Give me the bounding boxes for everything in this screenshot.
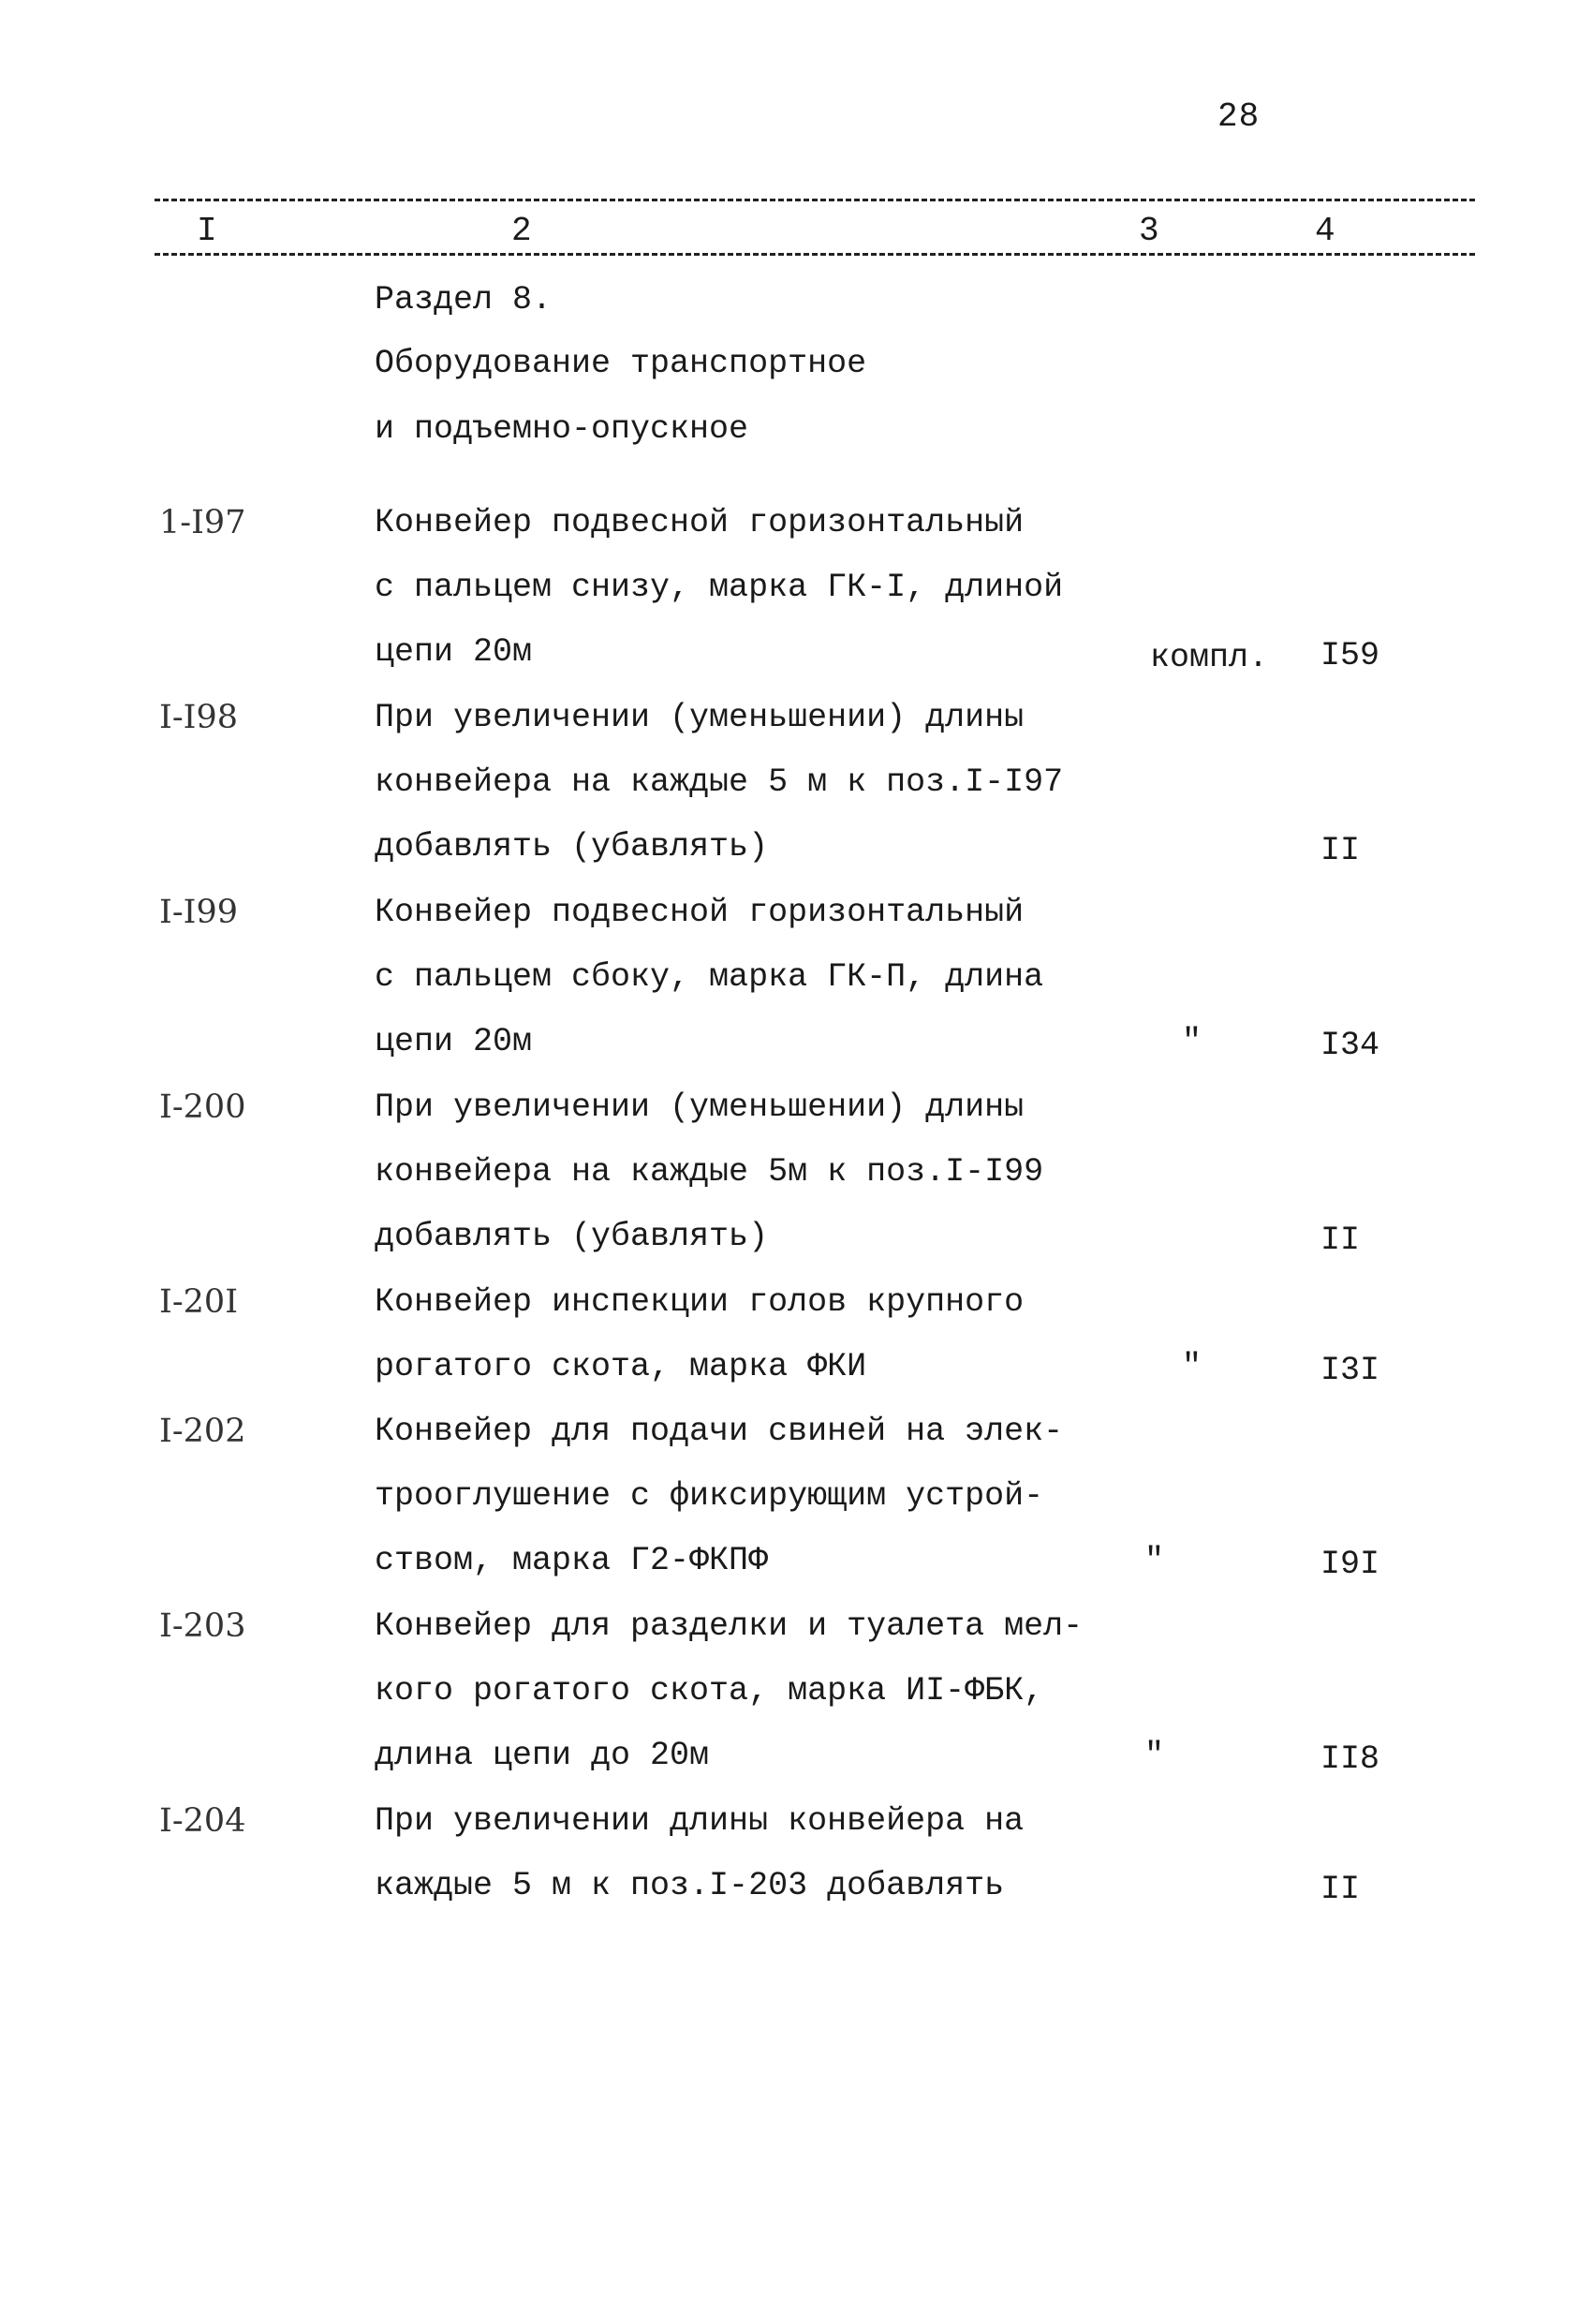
item-text-line: длина цепи до 20м [375, 1737, 710, 1774]
section-subtitle-line: Оборудование транспортное [375, 345, 867, 382]
header-rule-bottom [155, 253, 1475, 256]
section-subtitle-line: и подъемно-опускное [375, 410, 749, 448]
item-text-line: конвейера на каждые 5м к поз.I-I99 [375, 1153, 1044, 1191]
item-text-line: трооглушение с фиксирующим устрой- [375, 1477, 1044, 1515]
item-text-line: При увеличении (уменьшении) длины [375, 699, 1025, 736]
item-text-line: с пальцем сбоку, марка ГК-П, длина [375, 958, 1044, 996]
item-value: I59 [1320, 637, 1380, 674]
item-text-line: Конвейер инспекции голов крупного [375, 1283, 1025, 1321]
item-text-line: рогатого скота, марка ФКИ [375, 1348, 867, 1385]
item-text-line: ством, марка Г2-ФКПФ [375, 1542, 769, 1579]
item-value: I9I [1320, 1546, 1380, 1583]
item-text-line: цепи 20м [375, 633, 533, 671]
position-number: I-204 [159, 1802, 246, 1840]
item-text-line: Конвейер подвесной горизонтальный [375, 504, 1025, 541]
header-rule-top [155, 199, 1475, 201]
section-title: Раздел 8. [375, 281, 553, 318]
item-text-line: При увеличении длины конвейера на [375, 1802, 1025, 1840]
item-text-line: цепи 20м [375, 1023, 533, 1060]
item-unit: " [1182, 1023, 1202, 1060]
item-unit: " [1144, 1737, 1165, 1774]
item-value: I3I [1320, 1352, 1380, 1389]
item-value: II [1320, 1221, 1361, 1259]
column-header-2: 2 [506, 212, 538, 250]
item-unit: " [1144, 1542, 1165, 1579]
item-text-line: добавлять (убавлять) [375, 828, 769, 866]
column-header-4: 4 [1309, 212, 1341, 250]
item-value: II [1320, 832, 1361, 869]
item-value: II [1320, 1871, 1361, 1908]
position-number: 1-I97 [159, 504, 246, 541]
item-text-line: конвейера на каждые 5 м к поз.I-I97 [375, 763, 1064, 801]
position-number: I-202 [159, 1413, 246, 1450]
item-text-line: добавлять (убавлять) [375, 1218, 769, 1255]
item-text-line: Конвейер для разделки и туалета мел- [375, 1607, 1084, 1645]
position-number: I-200 [159, 1088, 246, 1126]
item-unit: " [1182, 1348, 1202, 1385]
column-header-1: I [191, 212, 223, 250]
position-number: I-I98 [159, 699, 239, 736]
item-text-line: с пальцем снизу, марка ГК-I, длиной [375, 569, 1064, 606]
item-value: II8 [1320, 1740, 1380, 1778]
item-text-line: Конвейер для подачи свиней на элек- [375, 1413, 1064, 1450]
position-number: I-20I [159, 1283, 239, 1321]
position-number: I-I99 [159, 894, 239, 931]
position-number: I-203 [159, 1607, 246, 1645]
item-text-line: Конвейер подвесной горизонтальный [375, 894, 1025, 931]
item-text-line: кого рогатого скота, марка ИI-ФБК, [375, 1672, 1044, 1710]
page-number: 28 [1217, 97, 1261, 136]
item-value: I34 [1320, 1027, 1380, 1064]
item-text-line: каждые 5 м к поз.I-203 добавлять [375, 1867, 1005, 1904]
item-text-line: При увеличении (уменьшении) длины [375, 1088, 1025, 1126]
column-header-3: 3 [1133, 212, 1165, 250]
item-unit: компл. [1150, 639, 1269, 676]
